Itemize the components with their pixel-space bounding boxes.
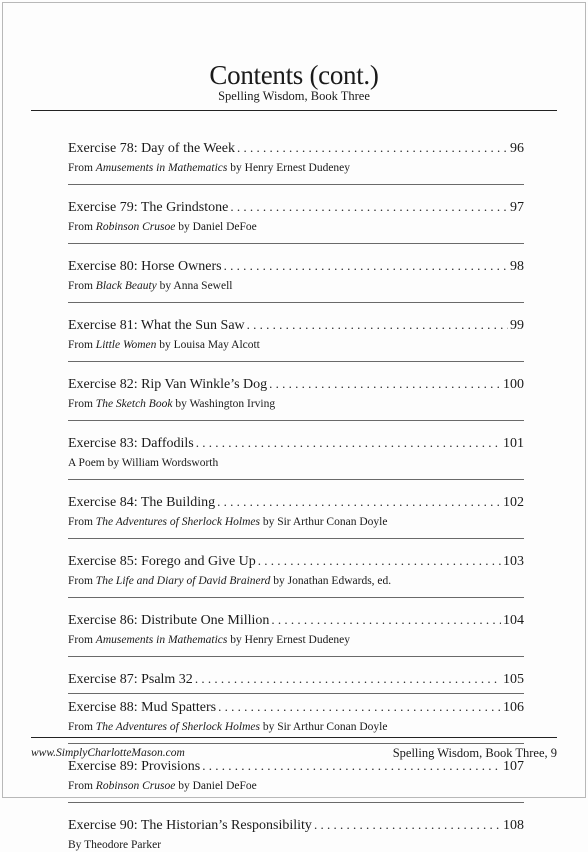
entry-page: 104 — [503, 613, 524, 628]
entry-title: Exercise 87: Psalm 32 — [68, 672, 193, 687]
entry-title: Exercise 89: Provisions — [68, 759, 201, 774]
entry-page: 106 — [503, 700, 524, 715]
toc-entry[interactable] — [68, 671, 524, 688]
entry-title: Exercise 79: The Grindstone — [68, 200, 229, 215]
toc-entry[interactable] — [68, 199, 524, 234]
entry-title: Exercise 84: The Building — [68, 495, 216, 510]
entry-divider — [68, 656, 524, 657]
entry-divider — [68, 802, 524, 803]
toc-entry[interactable] — [68, 435, 524, 470]
dot-leader — [271, 612, 501, 628]
entry-title: Exercise 82: Rip Van Winkle’s Dog — [68, 377, 268, 392]
entry-divider — [68, 361, 524, 362]
dot-leader — [217, 494, 501, 510]
entry-source: From Robinson Crusoe by Daniel DeFoe — [68, 221, 257, 233]
entry-page: 99 — [510, 318, 524, 333]
entry-title: Exercise 80: Horse Owners — [68, 259, 222, 274]
entry-page: 105 — [503, 672, 524, 687]
dot-leader — [230, 199, 508, 215]
dot-leader — [247, 317, 508, 333]
dot-leader — [195, 671, 501, 687]
entry-source: From Robinson Crusoe by Daniel DeFoe — [68, 780, 257, 792]
toc-entry[interactable] — [68, 553, 524, 588]
toc-entry[interactable] — [68, 612, 524, 647]
entry-divider — [68, 479, 524, 480]
entry-source: From Black Beauty by Anna Sewell — [68, 280, 233, 292]
entry-divider — [68, 538, 524, 539]
entry-page: 108 — [503, 818, 524, 833]
dot-leader — [196, 435, 501, 451]
header-rule — [31, 110, 557, 111]
entry-source: From Amusements in Mathematics by Henry Ernest Dudeney — [68, 162, 351, 174]
entry-title: Exercise 78: Day of the Week — [68, 141, 235, 156]
dot-leader — [269, 376, 501, 392]
entry-page: 100 — [503, 377, 524, 392]
entry-page: 96 — [510, 141, 524, 156]
toc-entry[interactable] — [68, 758, 524, 793]
toc-entry[interactable] — [68, 494, 524, 529]
dot-leader — [314, 817, 501, 833]
entry-page: 102 — [503, 495, 524, 510]
entry-source: From The Adventures of Sherlock Holmes by Sir Arthur Conan Doyle — [68, 516, 388, 528]
footer-website-link[interactable]: www.SimplyCharlotteMason.com — [31, 747, 185, 759]
entry-page: 97 — [510, 200, 524, 215]
dot-leader — [218, 699, 501, 715]
entry-source: From The Sketch Book by Washington Irving — [68, 398, 276, 410]
entry-source: From The Adventures of Sherlock Holmes by Sir Arthur Conan Doyle — [68, 721, 388, 733]
entry-page: 98 — [510, 259, 524, 274]
toc-entry[interactable] — [68, 817, 524, 852]
footer-rule — [31, 737, 557, 738]
entry-source: From Amusements in Mathematics by Henry Ernest Dudeney — [68, 634, 351, 646]
footer-page-number: Spelling Wisdom, Book Three, 9 — [392, 746, 557, 760]
toc-entry[interactable] — [68, 376, 524, 411]
entry-page: 103 — [503, 554, 524, 569]
entry-source: By Theodore Parker — [68, 839, 162, 851]
entry-divider — [68, 743, 524, 744]
entry-title: Exercise 86: Distribute One Million — [68, 613, 270, 628]
toc-entry[interactable] — [68, 699, 524, 734]
entry-source: From Little Women by Louisa May Alcott — [68, 339, 260, 351]
entry-page: 107 — [503, 759, 524, 774]
toc-entry[interactable] — [68, 317, 524, 352]
entry-title: Exercise 81: What the Sun Saw — [68, 318, 245, 333]
entry-title: Exercise 85: Forego and Give Up — [68, 554, 256, 569]
dot-leader — [224, 258, 508, 274]
entry-divider — [68, 243, 524, 244]
toc-entry[interactable] — [68, 140, 524, 175]
entry-divider — [68, 693, 524, 694]
entry-divider — [68, 302, 524, 303]
entry-divider — [68, 184, 524, 185]
entry-page: 101 — [503, 436, 524, 451]
entry-title: Exercise 88: Mud Spatters — [68, 700, 217, 715]
dot-leader — [237, 140, 508, 156]
entry-title: Exercise 83: Daffodils — [68, 436, 194, 451]
entry-source: A Poem by William Wordsworth — [68, 457, 219, 469]
page-title: Contents (cont.) — [209, 60, 379, 90]
entry-source: From The Life and Diary of David Brainerd by Jonathan Edwards, ed. — [68, 575, 392, 587]
entry-title: Exercise 90: The Historian’s Responsibility — [68, 818, 312, 833]
entry-divider — [68, 420, 524, 421]
toc-entry[interactable] — [68, 258, 524, 293]
entry-divider — [68, 597, 524, 598]
page-subtitle: Spelling Wisdom, Book Three — [218, 89, 370, 103]
dot-leader — [258, 553, 501, 569]
